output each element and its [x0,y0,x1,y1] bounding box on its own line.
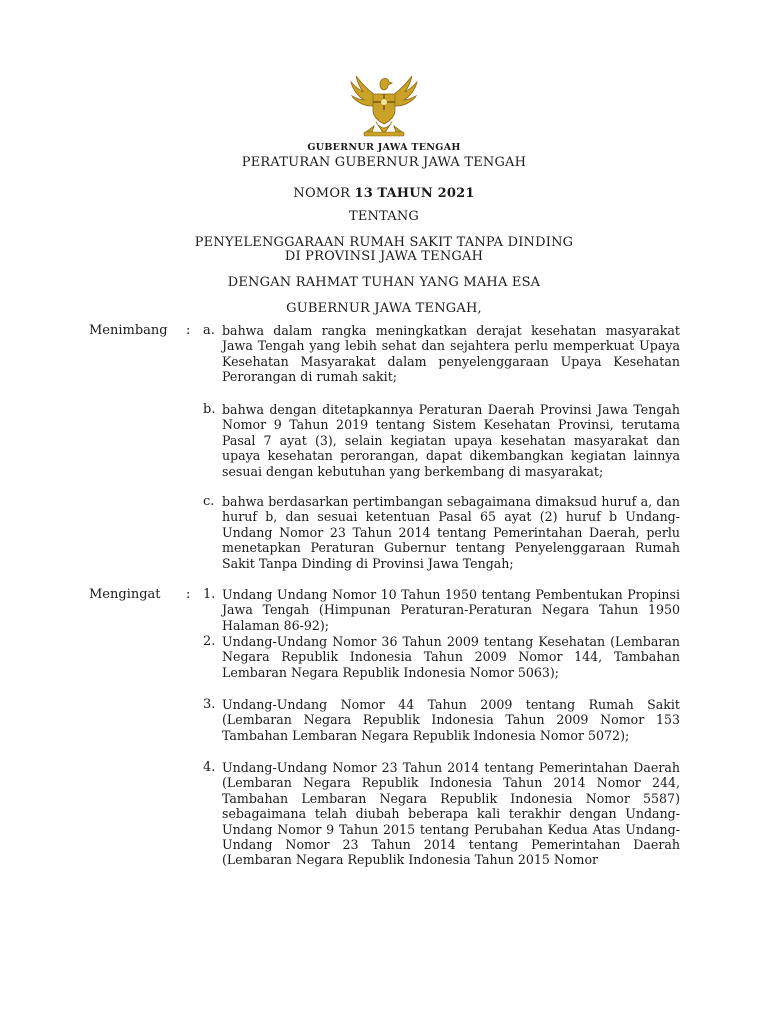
about-heading: TENTANG [348,209,420,224]
number-prefix: NOMOR [293,186,351,201]
governor-line: GUBERNUR JAWA TENGAH, [286,301,482,316]
blessing-line: DENGAN RAHMAT TUHAN YANG MAHA ESA [227,275,541,290]
mengingat-colon: : [186,587,191,602]
year-label: TAHUN 2021 [377,186,475,201]
mengingat-item-text: Undang-Undang Nomor 44 Tahun 2009 tentang Rumah Sakit (Lembaran Negara Republik Indonesia Tahun 2009 Nomor 153 Tambahan Lembaran Negara Republik Indonesia Nomor 5072); [222,697,680,743]
mengingat-item-text: Undang-Undang Nomor 23 Tahun 2014 tentang Pemerintahan Daerah (Lembaran Negara Republik Indonesia Tahun 2014 Nomor 244, Tambahan Lembaran Negara Republik Indonesia Nomor 5587) sebagaimana telah diubah beberapa kali terakhir dengan Undang-Undang Nomor 9 Tahun 2015 tentang Perubahan Kedua Atas Undang-Undang Nomor 23 Tahun 2014 tentang Pemerintahan Daerah (Lembaran Negara Republik Indonesia Tahun 2015 Nomor [222,760,680,868]
menimbang-item-marker: a. [203,323,215,338]
subject-line-2: DI PROVINSI JAWA TENGAH [284,249,484,264]
regulation-title: PERATURAN GUBERNUR JAWA TENGAH [241,155,527,170]
menimbang-item-text: bahwa dengan ditetapkannya Peraturan Daerah Provinsi Jawa Tengah Nomor 9 Tahun 2019 tentang Sistem Kesehatan Provinsi, terutama Pasal 7 ayat (3), selain kegiatan upaya kesehatan masyarakat dan upaya kesehatan perorangan, dapat dikembangkan kegiatan lainnya sesuai dengan kebutuhan yang berkembang di masyarakat; [222,402,680,479]
menimbang-item-text: bahwa dalam rangka meningkatkan derajat kesehatan masyarakat Jawa Tengah yang lebih sehat dan sejahtera perlu memperkuat Upaya Kesehatan Masyarakat dalam penyelenggaraan Upaya Kesehatan Perorangan di rumah sakit; [222,323,680,385]
mengingat-item-marker: 3. [203,697,216,712]
mengingat-item-text: Undang Undang Nomor 10 Tahun 1950 tentang Pembentukan Propinsi Jawa Tengah (Himpunan Peraturan-Peraturan Negara Tahun 1950 Halaman 86-92); [222,587,680,633]
menimbang-item-text: bahwa berdasarkan pertimbangan sebagaimana dimaksud huruf a, dan huruf b, dan sesuai ketentuan Pasal 65 ayat (2) huruf b Undang-Undang Nomor 23 Tahun 2014 tentang Pemerintahan Daerah, perlu menetapkan Peraturan Gubernur tentang Penyelenggaraan Rumah Sakit Tanpa Dinding di Provinsi Jawa Tengah; [222,494,680,571]
mengingat-item-marker: 2. [203,634,216,649]
mengingat-label: Mengingat [89,587,161,602]
mengingat-item-marker: 4. [203,760,216,775]
garuda-emblem-icon [336,68,432,140]
subject-line-1: PENYELENGGARAAN RUMAH SAKIT TANPA DINDING [194,235,574,250]
menimbang-item-marker: b. [203,402,216,417]
regulation-number [0,186,768,201]
mengingat-item-marker: 1. [203,587,216,602]
menimbang-label: Menimbang [89,323,168,338]
number-value: 13 [354,186,374,201]
mengingat-item-text: Undang-Undang Nomor 36 Tahun 2009 tentang Kesehatan (Lembaran Negara Republik Indonesia Tahun 2009 Nomor 144, Tambahan Lembaran Negara Republik Indonesia Nomor 5063); [222,634,680,680]
menimbang-item-marker: c. [203,494,215,509]
menimbang-colon: : [186,323,191,338]
office-heading: GUBERNUR JAWA TENGAH [307,142,461,153]
